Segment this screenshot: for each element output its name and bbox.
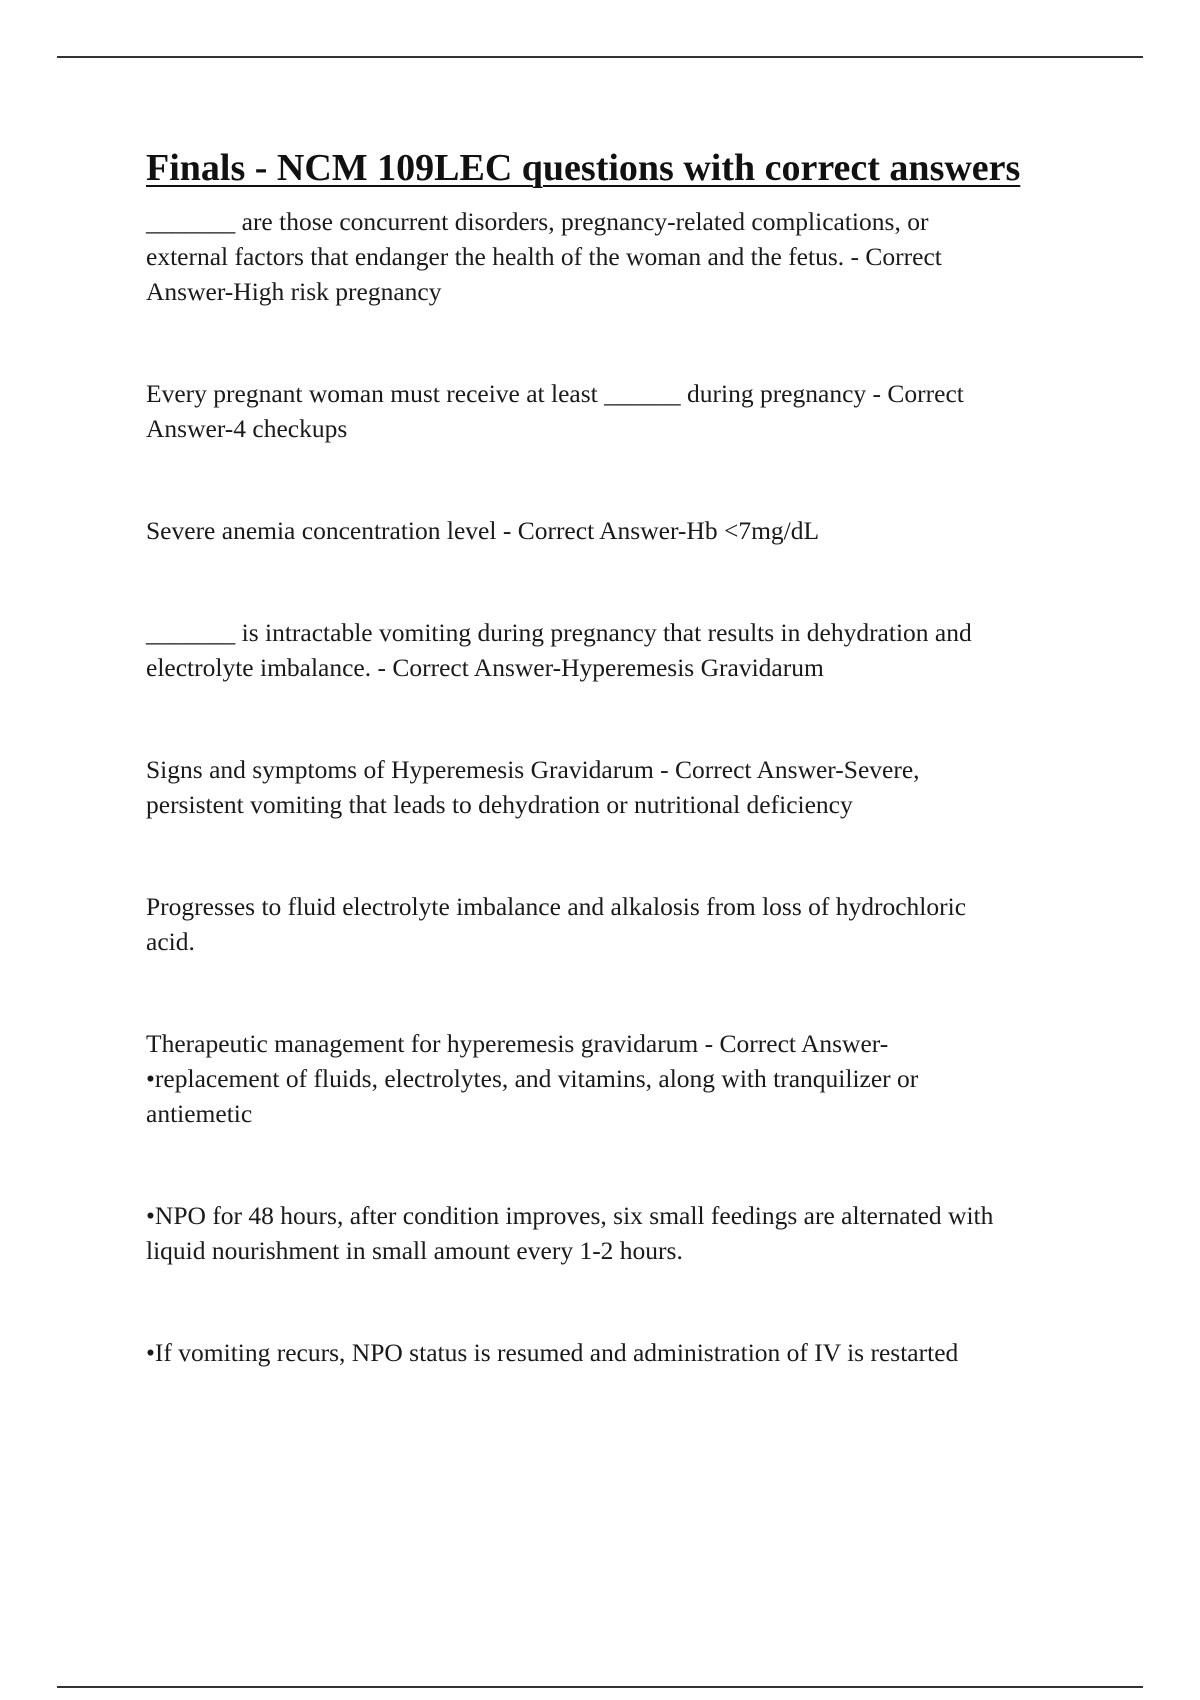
qa-entry-2: Every pregnant woman must receive at least ______ during pregnancy - Correct Answer-4 checkups	[146, 379, 964, 443]
document-body	[146, 142, 1091, 1370]
qa-entry-7: Therapeutic management for hyperemesis gravidarum - Correct Answer- •replacement of fluids, electrolytes, and vitamins, along with tranquilizer or antiemetic	[146, 1029, 919, 1128]
bottom-divider	[57, 1686, 1143, 1688]
qa-entry-8: •NPO for 48 hours, after condition improves, six small feedings are alternated with liquid nourishment in small amount every 1-2 hours.	[146, 1201, 994, 1265]
top-divider	[57, 56, 1143, 58]
qa-entry-4: _______ is intractable vomiting during pregnancy that results in dehydration and electrolyte imbalance. - Correct Answer-Hyperemesis Gravidarum	[146, 618, 972, 682]
qa-entry-6: Progresses to fluid electrolyte imbalance and alkalosis from loss of hydrochloric acid.	[146, 892, 967, 956]
qa-entry-3: Severe anemia concentration level - Correct Answer-Hb <7mg/dL	[146, 516, 820, 545]
document-title: Finals - NCM 109LEC questions with correct answers	[146, 147, 1021, 189]
qa-entry-1: _______ are those concurrent disorders, pregnancy-related complications, or external factors that endanger the health of the woman and the fetus. - Correct Answer-High risk pregnancy	[146, 207, 942, 306]
qa-entry-9: •If vomiting recurs, NPO status is resumed and administration of IV is restarted	[146, 1338, 959, 1367]
qa-entry-5: Signs and symptoms of Hyperemesis Gravidarum - Correct Answer-Severe, persistent vomiting that leads to dehydration or nutritional deficiency	[146, 755, 920, 819]
